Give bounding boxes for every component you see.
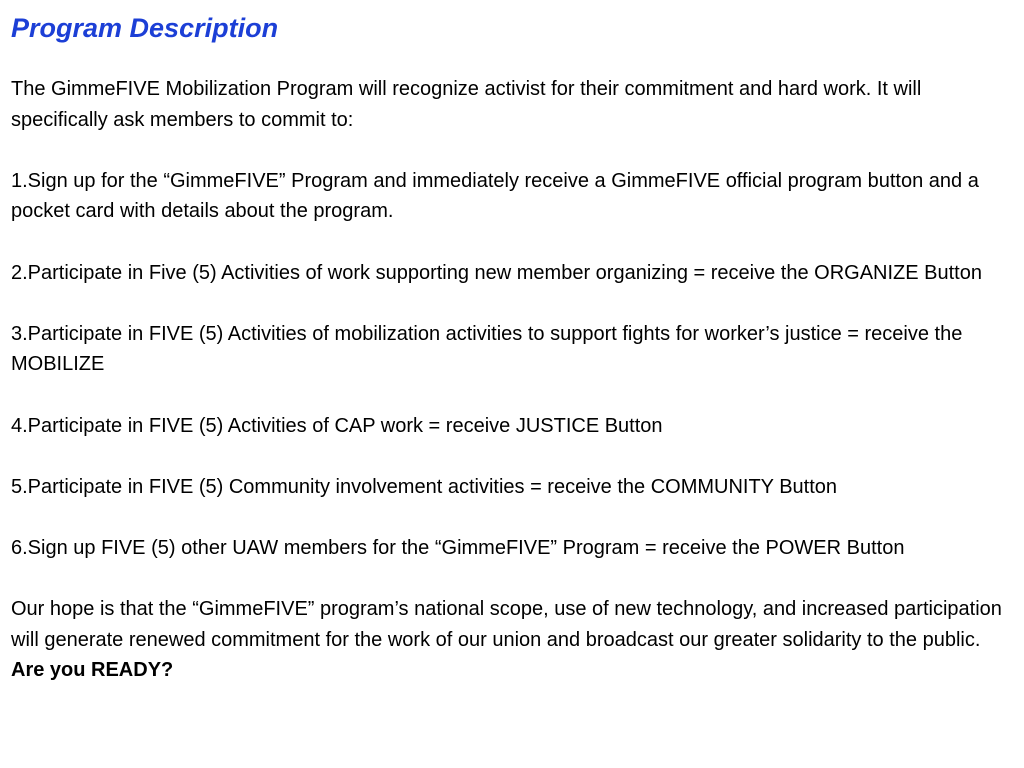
list-item-2: 2.Participate in Five (5) Activities of work supporting new member organizing = receive the ORGANIZE Button [11,261,982,284]
closing-text: Our hope is that the “GimmeFIVE” program’s national scope, use of new technology, and increased participation will generate renewed commitment for the work of our union and broadcast our greater solidarity to the public. [11,598,1002,651]
list-item-3: 3.Participate in FIVE (5) Activities of mobilization activities to support fights for worker’s justice = receive the MOBILIZE [11,322,963,376]
closing-paragraph [11,594,1019,686]
intro-paragraph: The GimmeFIVE Mobilization Program will recognize activist for their commitment and hard work. It will specifically ask members to commit to: [11,78,922,131]
list-item-5: 5.Participate in FIVE (5) Community involvement activities = receive the COMMUNITY Button [11,475,838,498]
list-item-1: 1.Sign up for the “GimmeFIVE” Program and immediately receive a GimmeFIVE official program button and a pocket card with details about the program. [11,169,979,223]
closing-question: Are you READY? [11,659,174,682]
slide-title: Program Description [11,13,279,43]
list-item-6: 6.Sign up FIVE (5) other UAW members for the “GimmeFIVE” Program = receive the POWER Button [11,536,905,559]
list-item-4: 4.Participate in FIVE (5) Activities of CAP work = receive JUSTICE Button [11,414,663,437]
slide [11,10,1019,686]
